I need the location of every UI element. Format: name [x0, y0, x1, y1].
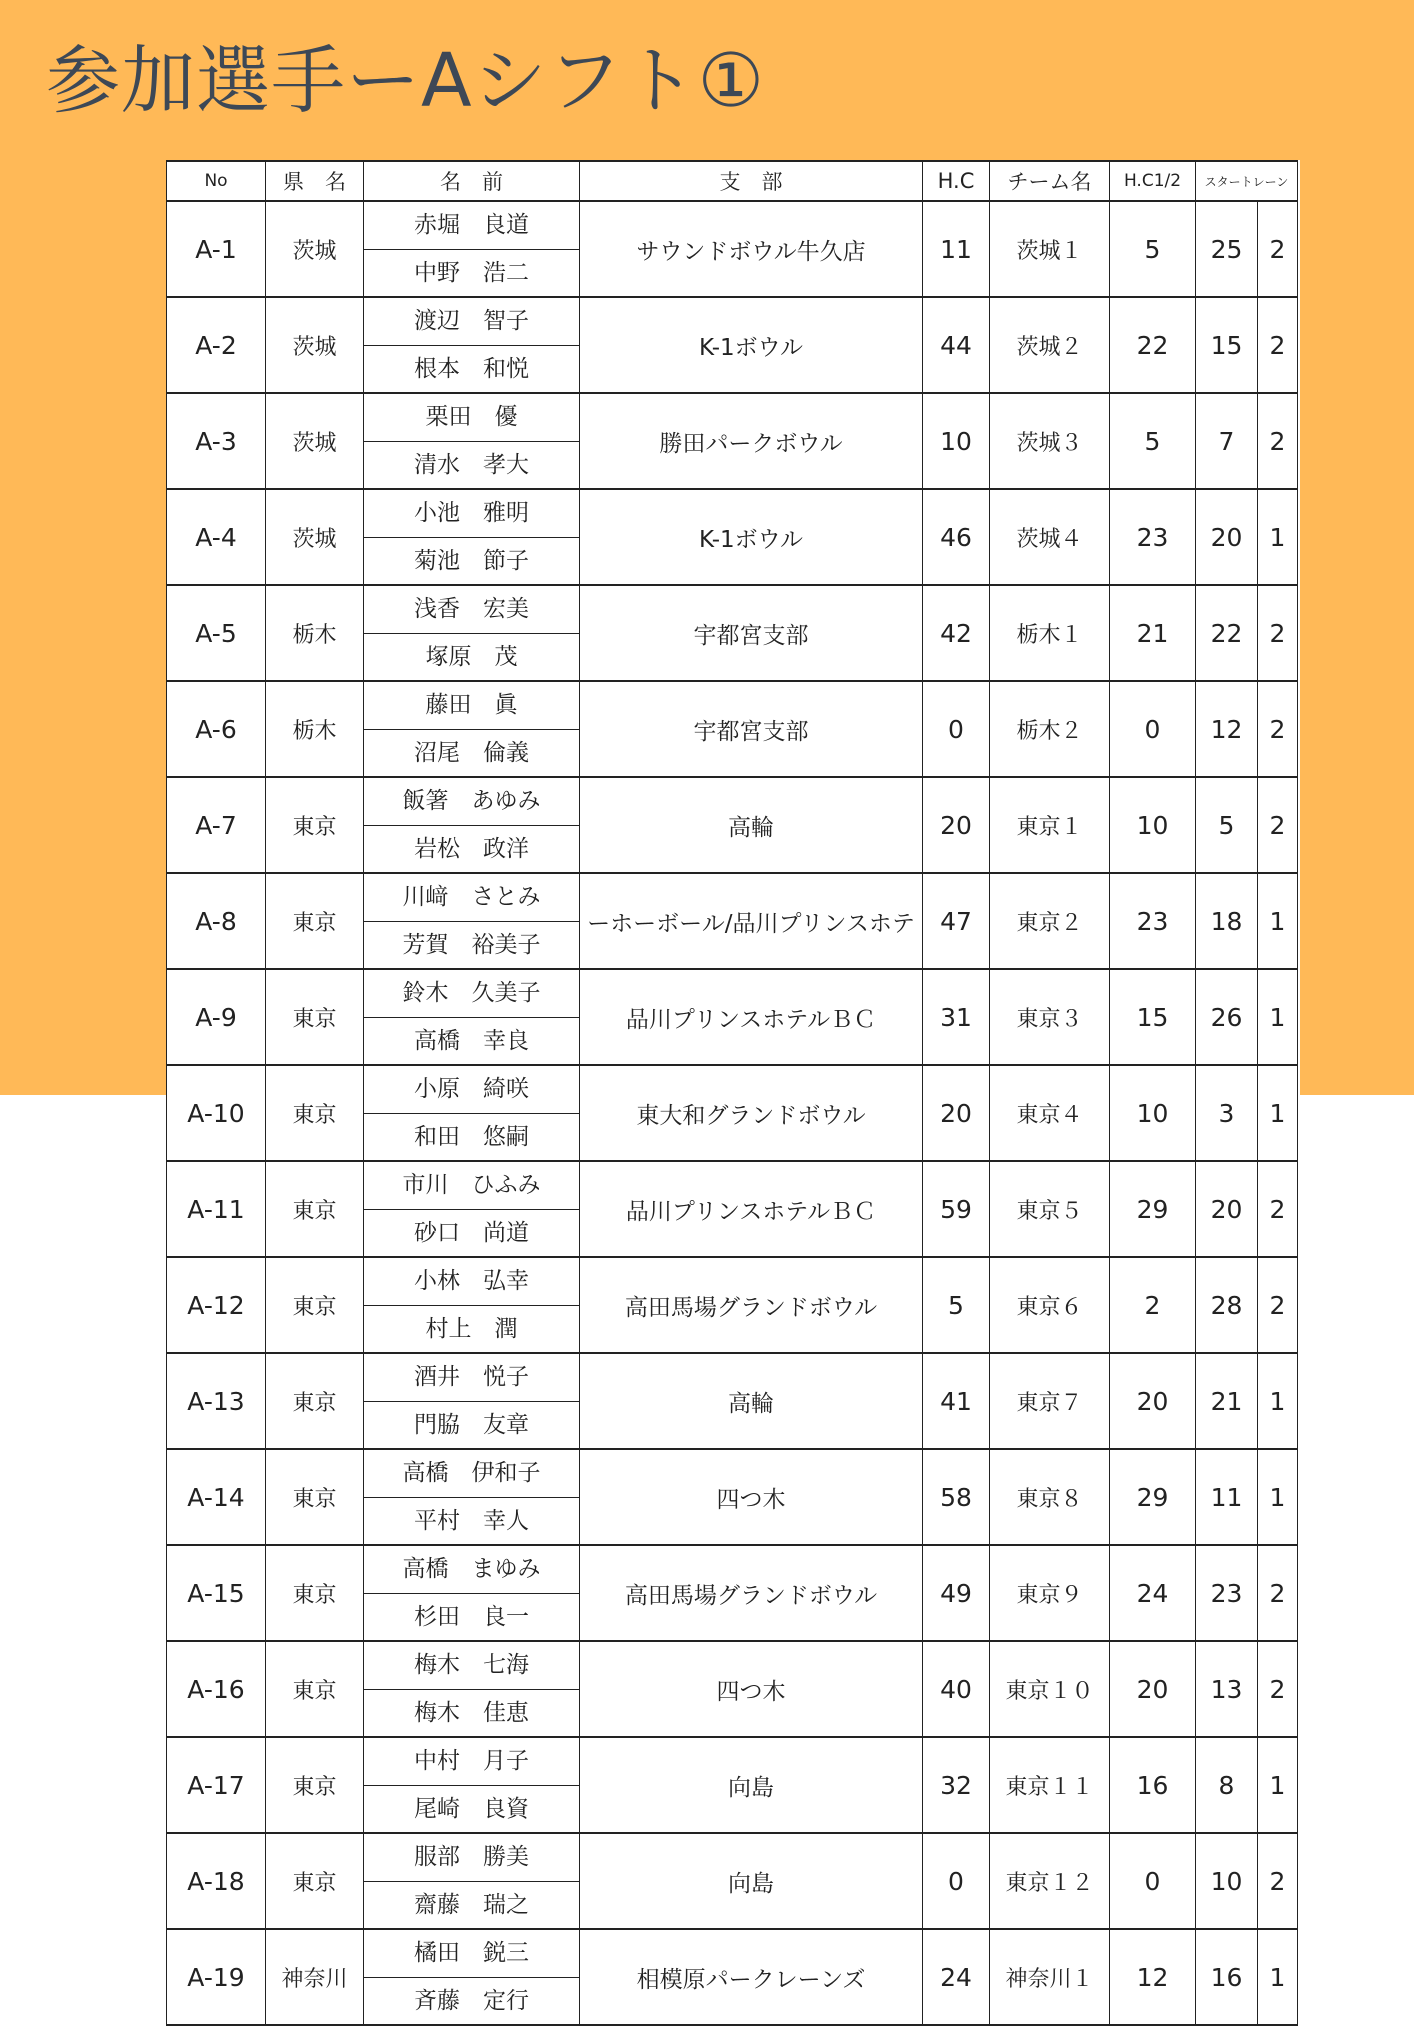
- player-name-2: 芳賀 裕美子: [402, 931, 541, 958]
- cell-lane: 1: [1258, 489, 1298, 585]
- table-row: [167, 1449, 1298, 1545]
- cell-lane: 1: [1258, 1065, 1298, 1161]
- cell-hc: 42: [923, 585, 990, 681]
- cell-lane: 2: [1258, 1161, 1298, 1257]
- cell-hc: 24: [923, 1929, 990, 2025]
- cell-prefecture: 東京: [266, 1353, 364, 1449]
- cell-hc: 44: [923, 297, 990, 393]
- cell-hc: 10: [923, 393, 990, 489]
- player-name-1: 橘田 鋭三: [364, 1930, 579, 1978]
- cell-hc-half: 21: [1110, 585, 1196, 681]
- cell-no: A-13: [167, 1353, 266, 1449]
- player-name-2: 尾崎 良資: [414, 1795, 529, 1822]
- cell-hc-half: 0: [1110, 681, 1196, 777]
- cell-lane: 1: [1258, 969, 1298, 1065]
- player-name-1: 服部 勝美: [364, 1834, 579, 1882]
- cell-prefecture: 東京: [266, 1833, 364, 1929]
- cell-names: [364, 1353, 580, 1449]
- player-name-2: 杉田 良一: [414, 1603, 529, 1630]
- cell-start: 20: [1196, 489, 1258, 585]
- cell-prefecture: 茨城: [266, 297, 364, 393]
- player-name-2: 根本 和悦: [414, 355, 529, 382]
- cell-lane: 1: [1258, 1449, 1298, 1545]
- cell-names: [364, 969, 580, 1065]
- cell-hc-half: 15: [1110, 969, 1196, 1065]
- cell-start: 28: [1196, 1257, 1258, 1353]
- cell-lane: 2: [1258, 1833, 1298, 1929]
- player-name-1: 藤田 眞: [364, 682, 579, 730]
- table-row: [167, 1641, 1298, 1737]
- cell-start: 15: [1196, 297, 1258, 393]
- cell-start: 21: [1196, 1353, 1258, 1449]
- cell-branch: 相模原パークレーンズ: [580, 1929, 923, 2025]
- cell-lane: 1: [1258, 1737, 1298, 1833]
- cell-hc: 5: [923, 1257, 990, 1353]
- cell-names: [364, 297, 580, 393]
- cell-prefecture: 東京: [266, 1545, 364, 1641]
- player-name-1: 高橋 伊和子: [364, 1450, 579, 1498]
- header-start-lane: スタートレーン: [1196, 161, 1298, 201]
- table-row: [167, 1833, 1298, 1929]
- cell-team: 東京８: [990, 1449, 1110, 1545]
- player-name-1: 赤堀 良道: [364, 202, 579, 250]
- player-name-2: 齋藤 瑞之: [414, 1891, 529, 1918]
- player-name-1: 浅香 宏美: [364, 586, 579, 634]
- cell-start: 3: [1196, 1065, 1258, 1161]
- cell-prefecture: 栃木: [266, 681, 364, 777]
- cell-lane: 2: [1258, 681, 1298, 777]
- header-prefecture: 県 名: [266, 161, 364, 201]
- cell-hc-half: 24: [1110, 1545, 1196, 1641]
- cell-names: [364, 1161, 580, 1257]
- cell-branch: 品川プリンスホテルＢＣ: [580, 969, 923, 1065]
- cell-no: A-9: [167, 969, 266, 1065]
- cell-start: 25: [1196, 201, 1258, 297]
- cell-hc-half: 22: [1110, 297, 1196, 393]
- player-name-2: 菊池 節子: [414, 547, 529, 574]
- cell-prefecture: 神奈川: [266, 1929, 364, 2025]
- table-row: [167, 873, 1298, 969]
- player-name-1: 酒井 悦子: [364, 1354, 579, 1402]
- cell-lane: 2: [1258, 777, 1298, 873]
- cell-no: A-4: [167, 489, 266, 585]
- cell-start: 16: [1196, 1929, 1258, 2025]
- cell-no: A-10: [167, 1065, 266, 1161]
- player-name-2: 塚原 茂: [425, 643, 518, 670]
- cell-hc: 59: [923, 1161, 990, 1257]
- cell-start: 10: [1196, 1833, 1258, 1929]
- cell-lane: 2: [1258, 201, 1298, 297]
- cell-team: 東京６: [990, 1257, 1110, 1353]
- cell-no: A-6: [167, 681, 266, 777]
- player-name-1: 中村 月子: [364, 1738, 579, 1786]
- cell-hc: 46: [923, 489, 990, 585]
- cell-lane: 1: [1258, 1929, 1298, 2025]
- cell-prefecture: 東京: [266, 1737, 364, 1833]
- player-name-1: 川﨑 さとみ: [364, 874, 579, 922]
- cell-names: [364, 1641, 580, 1737]
- page-title: 参加選手ーAシフト①: [46, 38, 765, 124]
- player-name-1: 小林 弘幸: [364, 1258, 579, 1306]
- cell-hc-half: 5: [1110, 393, 1196, 489]
- player-name-2: 和田 悠嗣: [414, 1123, 529, 1150]
- roster-body: [167, 201, 1298, 2025]
- cell-team: 栃木２: [990, 681, 1110, 777]
- cell-lane: 2: [1258, 393, 1298, 489]
- player-name-1: 高橋 まゆみ: [364, 1546, 579, 1594]
- cell-branch: サウンドボウル牛久店: [580, 201, 923, 297]
- cell-names: [364, 1929, 580, 2025]
- cell-lane: 1: [1258, 873, 1298, 969]
- cell-team: 神奈川１: [990, 1929, 1110, 2025]
- cell-branch: 高輪: [580, 1353, 923, 1449]
- player-name-2: 沼尾 倫義: [414, 739, 529, 766]
- cell-team: 東京４: [990, 1065, 1110, 1161]
- cell-names: [364, 1737, 580, 1833]
- header-branch: 支 部: [580, 161, 923, 201]
- cell-hc: 47: [923, 873, 990, 969]
- cell-branch: 四つ木: [580, 1641, 923, 1737]
- player-name-2: 平村 幸人: [414, 1507, 529, 1534]
- cell-hc: 20: [923, 1065, 990, 1161]
- cell-names: [364, 585, 580, 681]
- cell-names: [364, 1449, 580, 1545]
- cell-hc: 0: [923, 1833, 990, 1929]
- cell-branch: 品川プリンスホテルＢＣ: [580, 1161, 923, 1257]
- cell-team: 東京５: [990, 1161, 1110, 1257]
- table-row: [167, 585, 1298, 681]
- cell-hc: 0: [923, 681, 990, 777]
- table-row: [167, 393, 1298, 489]
- cell-hc-half: 5: [1110, 201, 1196, 297]
- cell-branch: K-1ボウル: [580, 297, 923, 393]
- player-name-2: 砂口 尚道: [414, 1219, 529, 1246]
- header-team: チーム名: [990, 161, 1110, 201]
- player-name-2: 清水 孝大: [414, 451, 529, 478]
- cell-start: 23: [1196, 1545, 1258, 1641]
- cell-prefecture: 栃木: [266, 585, 364, 681]
- cell-branch: 高輪: [580, 777, 923, 873]
- cell-prefecture: 東京: [266, 777, 364, 873]
- table-header-row: [167, 161, 1298, 201]
- cell-branch: 高田馬場グランドボウル: [580, 1257, 923, 1353]
- cell-lane: 2: [1258, 1641, 1298, 1737]
- player-name-1: 市川 ひふみ: [364, 1162, 579, 1210]
- cell-start: 5: [1196, 777, 1258, 873]
- cell-start: 18: [1196, 873, 1258, 969]
- cell-hc: 20: [923, 777, 990, 873]
- cell-no: A-8: [167, 873, 266, 969]
- cell-no: A-3: [167, 393, 266, 489]
- player-name-2: 中野 浩二: [414, 259, 529, 286]
- header-hc: H.C: [923, 161, 990, 201]
- table-row: [167, 1353, 1298, 1449]
- player-name-1: 飯箸 あゆみ: [364, 778, 579, 826]
- cell-names: [364, 681, 580, 777]
- cell-team: 東京１: [990, 777, 1110, 873]
- cell-team: 茨城３: [990, 393, 1110, 489]
- cell-hc-half: 20: [1110, 1353, 1196, 1449]
- cell-branch: 東大和グランドボウル: [580, 1065, 923, 1161]
- cell-start: 20: [1196, 1161, 1258, 1257]
- cell-no: A-1: [167, 201, 266, 297]
- cell-no: A-14: [167, 1449, 266, 1545]
- cell-start: 22: [1196, 585, 1258, 681]
- cell-team: 茨城４: [990, 489, 1110, 585]
- cell-branch: K-1ボウル: [580, 489, 923, 585]
- cell-hc-half: 23: [1110, 489, 1196, 585]
- cell-no: A-2: [167, 297, 266, 393]
- cell-hc-half: 10: [1110, 777, 1196, 873]
- cell-team: 東京１１: [990, 1737, 1110, 1833]
- table-row: [167, 1257, 1298, 1353]
- cell-team: 東京１２: [990, 1833, 1110, 1929]
- table-row: [167, 1737, 1298, 1833]
- cell-names: [364, 1257, 580, 1353]
- table-row: [167, 297, 1298, 393]
- cell-lane: 2: [1258, 585, 1298, 681]
- cell-branch: 向島: [580, 1737, 923, 1833]
- cell-prefecture: 東京: [266, 1449, 364, 1545]
- cell-prefecture: 茨城: [266, 393, 364, 489]
- cell-branch: ーホーボール/品川プリンスホテ: [580, 873, 923, 969]
- cell-names: [364, 489, 580, 585]
- header-no: No: [167, 161, 266, 201]
- cell-hc: 31: [923, 969, 990, 1065]
- cell-team: 東京７: [990, 1353, 1110, 1449]
- cell-team: 東京９: [990, 1545, 1110, 1641]
- table-row: [167, 777, 1298, 873]
- cell-lane: 2: [1258, 1545, 1298, 1641]
- cell-no: A-7: [167, 777, 266, 873]
- cell-hc: 32: [923, 1737, 990, 1833]
- cell-names: [364, 1065, 580, 1161]
- cell-start: 7: [1196, 393, 1258, 489]
- player-name-1: 栗田 優: [364, 394, 579, 442]
- table-row: [167, 1545, 1298, 1641]
- cell-prefecture: 茨城: [266, 489, 364, 585]
- player-name-1: 小原 綺咲: [364, 1066, 579, 1114]
- player-name-2: 村上 潤: [425, 1315, 518, 1342]
- player-name-1: 梅木 七海: [364, 1642, 579, 1690]
- cell-names: [364, 1545, 580, 1641]
- cell-lane: 2: [1258, 1257, 1298, 1353]
- cell-start: 12: [1196, 681, 1258, 777]
- cell-team: 茨城２: [990, 297, 1110, 393]
- cell-no: A-15: [167, 1545, 266, 1641]
- table-row: [167, 969, 1298, 1065]
- cell-no: A-17: [167, 1737, 266, 1833]
- cell-hc-half: 29: [1110, 1161, 1196, 1257]
- cell-team: 茨城１: [990, 201, 1110, 297]
- player-name-2: 斉藤 定行: [414, 1987, 529, 2014]
- cell-hc-half: 29: [1110, 1449, 1196, 1545]
- cell-names: [364, 393, 580, 489]
- table-row: [167, 489, 1298, 585]
- cell-team: 東京２: [990, 873, 1110, 969]
- cell-no: A-12: [167, 1257, 266, 1353]
- table-row: [167, 1161, 1298, 1257]
- cell-hc: 40: [923, 1641, 990, 1737]
- cell-no: A-11: [167, 1161, 266, 1257]
- cell-branch: 宇都宮支部: [580, 585, 923, 681]
- cell-branch: 勝田パークボウル: [580, 393, 923, 489]
- player-name-2: 門脇 友章: [414, 1411, 529, 1438]
- cell-names: [364, 873, 580, 969]
- cell-branch: 四つ木: [580, 1449, 923, 1545]
- cell-prefecture: 東京: [266, 873, 364, 969]
- cell-start: 26: [1196, 969, 1258, 1065]
- cell-branch: 宇都宮支部: [580, 681, 923, 777]
- player-name-1: 鈴木 久美子: [364, 970, 579, 1018]
- cell-prefecture: 東京: [266, 969, 364, 1065]
- cell-hc-half: 23: [1110, 873, 1196, 969]
- cell-start: 8: [1196, 1737, 1258, 1833]
- cell-lane: 2: [1258, 297, 1298, 393]
- cell-hc-half: 12: [1110, 1929, 1196, 2025]
- cell-team: 東京３: [990, 969, 1110, 1065]
- table-row: [167, 1065, 1298, 1161]
- cell-names: [364, 201, 580, 297]
- cell-prefecture: 東京: [266, 1161, 364, 1257]
- cell-hc-half: 16: [1110, 1737, 1196, 1833]
- cell-no: A-19: [167, 1929, 266, 2025]
- cell-hc: 11: [923, 201, 990, 297]
- cell-branch: 向島: [580, 1833, 923, 1929]
- cell-hc-half: 2: [1110, 1257, 1196, 1353]
- cell-team: 東京１０: [990, 1641, 1110, 1737]
- cell-hc: 49: [923, 1545, 990, 1641]
- cell-start: 11: [1196, 1449, 1258, 1545]
- cell-names: [364, 777, 580, 873]
- cell-prefecture: 東京: [266, 1641, 364, 1737]
- cell-names: [364, 1833, 580, 1929]
- header-hc-half: H.C1/2: [1110, 161, 1196, 201]
- player-name-1: 小池 雅明: [364, 490, 579, 538]
- cell-lane: 1: [1258, 1353, 1298, 1449]
- cell-branch: 高田馬場グランドボウル: [580, 1545, 923, 1641]
- table-row: [167, 201, 1298, 297]
- cell-hc: 58: [923, 1449, 990, 1545]
- cell-prefecture: 茨城: [266, 201, 364, 297]
- player-name-2: 梅木 佳恵: [414, 1699, 529, 1726]
- cell-hc: 41: [923, 1353, 990, 1449]
- cell-start: 13: [1196, 1641, 1258, 1737]
- roster-table: [166, 160, 1298, 2026]
- player-name-2: 岩松 政洋: [414, 835, 529, 862]
- cell-hc-half: 20: [1110, 1641, 1196, 1737]
- cell-no: A-18: [167, 1833, 266, 1929]
- player-name-2: 高橋 幸良: [414, 1027, 529, 1054]
- cell-no: A-16: [167, 1641, 266, 1737]
- cell-team: 栃木１: [990, 585, 1110, 681]
- cell-no: A-5: [167, 585, 266, 681]
- table-row: [167, 1929, 1298, 2025]
- cell-prefecture: 東京: [266, 1065, 364, 1161]
- cell-prefecture: 東京: [266, 1257, 364, 1353]
- player-name-1: 渡辺 智子: [364, 298, 579, 346]
- header-name: 名 前: [364, 161, 580, 201]
- cell-hc-half: 10: [1110, 1065, 1196, 1161]
- cell-hc-half: 0: [1110, 1833, 1196, 1929]
- table-row: [167, 681, 1298, 777]
